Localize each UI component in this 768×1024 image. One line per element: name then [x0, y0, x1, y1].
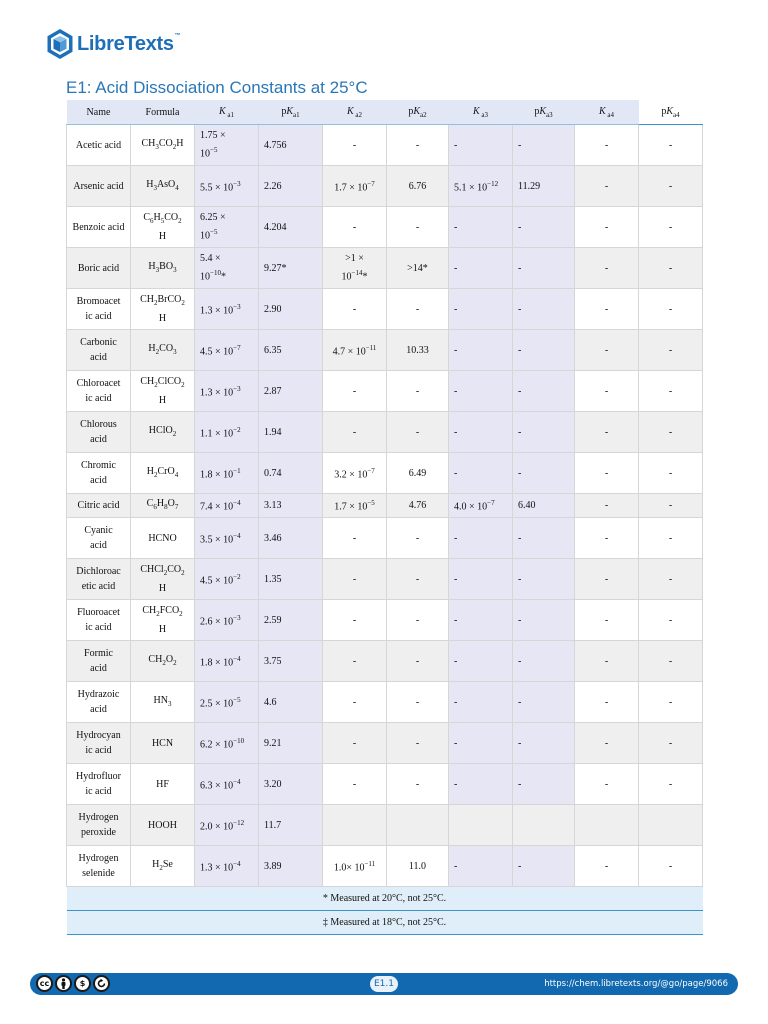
- cell-ka1: 6.25 × $10^{-5}$: [195, 207, 259, 248]
- cell-pka2: -: [387, 289, 449, 330]
- cell-pka1: 3.46: [259, 518, 323, 559]
- sa-icon: [93, 975, 110, 992]
- cell-pka3: -: [513, 248, 575, 289]
- cell-pka1: 1.35: [259, 559, 323, 600]
- cell-ka1: $3.5 \times 10^{-4}$: [195, 518, 259, 559]
- cell-ka4: -: [575, 248, 639, 289]
- libretexts-wordmark: LibreTexts™: [77, 32, 181, 55]
- cell-formula: $H_3BO_3$: [131, 248, 195, 289]
- cell-pka2: -: [387, 723, 449, 764]
- header-pka4: $pK_{a4}$: [639, 100, 703, 125]
- cell-name: Chromic acid: [67, 453, 131, 494]
- cell-pka3: 11.29: [513, 166, 575, 207]
- table-row: [67, 289, 703, 330]
- cell-pka1: 4.756: [259, 125, 323, 166]
- cell-pka4: -: [639, 518, 703, 559]
- cell-ka4: -: [575, 723, 639, 764]
- cell-ka3: -: [449, 248, 513, 289]
- footnote-text: ‡ Measured at 18°C, not 25°C.: [67, 911, 703, 935]
- cell-name: Chlorous acid: [67, 412, 131, 453]
- cell-ka2: -: [323, 371, 387, 412]
- cell-pka2: -: [387, 371, 449, 412]
- cell-formula: $CHCl_2CO_2$ H: [131, 559, 195, 600]
- cell-ka1: $2.0 \times 10^{-12}$: [195, 805, 259, 846]
- cell-pka1: 9.27*: [259, 248, 323, 289]
- cell-name: Formic acid: [67, 641, 131, 682]
- cell-ka1: $1.1 \times 10^{-2}$: [195, 412, 259, 453]
- cell-pka1: 3.75: [259, 641, 323, 682]
- cell-ka1: $4.5 \times 10^{-2}$: [195, 559, 259, 600]
- cell-ka4: -: [575, 125, 639, 166]
- cell-formula: $HN_3$: [131, 682, 195, 723]
- cell-pka4: -: [639, 764, 703, 805]
- cell-pka4: -: [639, 682, 703, 723]
- cell-pka2: -: [387, 207, 449, 248]
- cell-pka3: -: [513, 453, 575, 494]
- nc-icon: $: [74, 975, 91, 992]
- cell-pka4: -: [639, 248, 703, 289]
- cell-ka1: $6.2 \times 10^{-10}$: [195, 723, 259, 764]
- table-row: [67, 166, 703, 207]
- table-row: [67, 248, 703, 289]
- cell-name: Cyanic acid: [67, 518, 131, 559]
- cell-pka1: 4.204: [259, 207, 323, 248]
- cell-formula: HClO$_2$: [131, 412, 195, 453]
- cell-formula: $H_3AsO_4$: [131, 166, 195, 207]
- cell-ka1: $2.6 \times 10^{-3}$: [195, 600, 259, 641]
- cell-pka2: 6.76: [387, 166, 449, 207]
- cell-pka1: 3.20: [259, 764, 323, 805]
- cell-ka2: -: [323, 682, 387, 723]
- cell-pka4: [639, 805, 703, 846]
- table-row: [67, 723, 703, 764]
- cell-formula: $CH_3CO_2H$: [131, 125, 195, 166]
- cell-pka4: -: [639, 494, 703, 518]
- cell-ka4: -: [575, 518, 639, 559]
- cell-ka4: -: [575, 166, 639, 207]
- cell-pka4: -: [639, 453, 703, 494]
- cell-ka2: >1 × $10^{-14}*$: [323, 248, 387, 289]
- cell-formula: HCNO: [131, 518, 195, 559]
- cell-pka4: -: [639, 641, 703, 682]
- cell-formula: $C_6H_8O_7$: [131, 494, 195, 518]
- cell-ka1: $4.5 \times 10^{-7}$: [195, 330, 259, 371]
- cell-pka3: -: [513, 289, 575, 330]
- cell-pka1: 9.21: [259, 723, 323, 764]
- cell-ka4: -: [575, 371, 639, 412]
- table-row: [67, 764, 703, 805]
- cell-ka4: -: [575, 289, 639, 330]
- cell-ka4: -: [575, 494, 639, 518]
- cell-pka2: >14*: [387, 248, 449, 289]
- cell-name: Hydrocyan ic acid: [67, 723, 131, 764]
- cell-ka1: $6.3 \times 10^{-4}$: [195, 764, 259, 805]
- table-row: [67, 412, 703, 453]
- cell-ka1: $2.5 \times 10^{-5}$: [195, 682, 259, 723]
- cell-ka3: -: [449, 559, 513, 600]
- cell-ka4: -: [575, 330, 639, 371]
- cell-pka2: -: [387, 518, 449, 559]
- cell-pka3: -: [513, 559, 575, 600]
- cell-pka3: -: [513, 207, 575, 248]
- cell-pka4: -: [639, 600, 703, 641]
- cell-ka2: -: [323, 412, 387, 453]
- cell-pka3: -: [513, 764, 575, 805]
- cell-pka3: -: [513, 125, 575, 166]
- cell-pka2: 6.49: [387, 453, 449, 494]
- cell-pka1: 6.35: [259, 330, 323, 371]
- cell-ka4: -: [575, 600, 639, 641]
- cell-pka4: -: [639, 330, 703, 371]
- cell-formula: $CH_2O_2$: [131, 641, 195, 682]
- cell-name: Chloroacet ic acid: [67, 371, 131, 412]
- cell-ka2: $1.7 \times 10^{-5}$: [323, 494, 387, 518]
- cell-ka4: -: [575, 453, 639, 494]
- cell-ka2: -: [323, 518, 387, 559]
- cell-name: Hydrogen selenide: [67, 846, 131, 887]
- cell-ka3: -: [449, 600, 513, 641]
- cell-pka4: -: [639, 289, 703, 330]
- cell-ka3: -: [449, 682, 513, 723]
- cell-ka2: $1.0\times 10^{-11}$: [323, 846, 387, 887]
- cell-ka3: -: [449, 641, 513, 682]
- cell-ka2: -: [323, 600, 387, 641]
- cell-ka2: $3.2 \times 10^{-7}$: [323, 453, 387, 494]
- cell-pka3: 6.40: [513, 494, 575, 518]
- libretexts-logo[interactable]: [46, 28, 180, 60]
- cell-name: Arsenic acid: [67, 166, 131, 207]
- header-formula: Formula: [131, 100, 195, 125]
- cell-ka4: -: [575, 412, 639, 453]
- cell-formula: HF: [131, 764, 195, 805]
- cell-pka2: -: [387, 559, 449, 600]
- cell-pka1: 3.89: [259, 846, 323, 887]
- cell-pka1: 11.7: [259, 805, 323, 846]
- cell-pka3: -: [513, 682, 575, 723]
- cell-pka3: -: [513, 412, 575, 453]
- cell-formula: $CH_2BrCO_2$ H: [131, 289, 195, 330]
- header-ka3: K $_{a3}$: [449, 100, 513, 125]
- cell-pka1: 4.6: [259, 682, 323, 723]
- cell-pka2: 10.33: [387, 330, 449, 371]
- license-badge[interactable]: [36, 975, 110, 993]
- cell-ka2: -: [323, 207, 387, 248]
- cell-ka1: $5.5 \times 10^{-3}$: [195, 166, 259, 207]
- table-row: [67, 494, 703, 518]
- cell-name: Fluoroacet ic acid: [67, 600, 131, 641]
- cell-ka4: -: [575, 846, 639, 887]
- cell-pka2: 11.0: [387, 846, 449, 887]
- cell-ka4: [575, 805, 639, 846]
- cell-pka1: 0.74: [259, 453, 323, 494]
- cell-ka4: -: [575, 559, 639, 600]
- header-ka2: K $_{a2}$: [323, 100, 387, 125]
- footnote-row: [67, 911, 703, 935]
- cell-pka4: -: [639, 207, 703, 248]
- cell-pka2: [387, 805, 449, 846]
- header-ka4: K $_{a4}$: [575, 100, 639, 125]
- cell-pka3: -: [513, 371, 575, 412]
- cell-pka4: -: [639, 412, 703, 453]
- cell-name: Hydrogen peroxide: [67, 805, 131, 846]
- footnote-text: * Measured at 20°C, not 25°C.: [67, 887, 703, 911]
- cell-ka3: -: [449, 207, 513, 248]
- cell-ka1: $7.4 \times 10^{-4}$: [195, 494, 259, 518]
- cell-formula: HOOH: [131, 805, 195, 846]
- table-row: [67, 559, 703, 600]
- cell-ka4: -: [575, 641, 639, 682]
- by-icon: [55, 975, 72, 992]
- table-row: [67, 518, 703, 559]
- cell-ka3: -: [449, 330, 513, 371]
- cell-ka1: 5.4 × $10^{-10}*$: [195, 248, 259, 289]
- cell-pka4: -: [639, 371, 703, 412]
- header-ka1: K $_{a1}$: [195, 100, 259, 125]
- cell-pka2: -: [387, 412, 449, 453]
- cell-name: Benzoic acid: [67, 207, 131, 248]
- cell-ka1: $1.8 \times 10^{-4}$: [195, 641, 259, 682]
- cell-pka1: 2.26: [259, 166, 323, 207]
- cell-name: Citric acid: [67, 494, 131, 518]
- cell-name: Hydrofluor ic acid: [67, 764, 131, 805]
- table-body: [67, 125, 703, 935]
- page-number-badge: E1.1: [370, 976, 398, 992]
- cell-pka3: -: [513, 641, 575, 682]
- header-pka2: $pK_{a2}$: [387, 100, 449, 125]
- cell-ka1: 1.75 × $10^{-5}$: [195, 125, 259, 166]
- cell-pka3: -: [513, 600, 575, 641]
- cell-ka3: -: [449, 723, 513, 764]
- cell-name: Dichloroac etic acid: [67, 559, 131, 600]
- cell-pka2: -: [387, 600, 449, 641]
- cell-pka2: -: [387, 682, 449, 723]
- table-row: [67, 682, 703, 723]
- cell-pka3: -: [513, 723, 575, 764]
- cell-pka2: -: [387, 641, 449, 682]
- cell-pka3: -: [513, 846, 575, 887]
- cell-name: Acetic acid: [67, 125, 131, 166]
- table-row: [67, 453, 703, 494]
- cell-pka1: 2.90: [259, 289, 323, 330]
- cell-ka1: $1.3 \times 10^{-3}$: [195, 371, 259, 412]
- cell-pka1: 2.87: [259, 371, 323, 412]
- cell-ka2: -: [323, 723, 387, 764]
- cell-ka2: -: [323, 125, 387, 166]
- footer-bar: [30, 973, 738, 995]
- cell-ka2: $4.7 \times 10^{-11}$: [323, 330, 387, 371]
- page-title: E1: Acid Dissociation Constants at 25°C: [66, 78, 368, 97]
- cell-pka4: -: [639, 125, 703, 166]
- cell-ka3: -: [449, 412, 513, 453]
- header-pka3: $pK_{a3}$: [513, 100, 575, 125]
- cell-ka4: -: [575, 207, 639, 248]
- cell-ka2: -: [323, 641, 387, 682]
- cell-ka2: -: [323, 289, 387, 330]
- header-name: Name: [67, 100, 131, 125]
- cell-formula: $H_2Se$: [131, 846, 195, 887]
- cell-ka3: -: [449, 371, 513, 412]
- cell-ka3: -: [449, 518, 513, 559]
- cell-ka4: -: [575, 682, 639, 723]
- table-row: [67, 207, 703, 248]
- cell-pka2: -: [387, 764, 449, 805]
- cell-formula: $CH_2ClCO_2$ H: [131, 371, 195, 412]
- table-row: [67, 641, 703, 682]
- cell-pka1: 3.13: [259, 494, 323, 518]
- cell-name: Hydrazoic acid: [67, 682, 131, 723]
- table-row: [67, 846, 703, 887]
- cc-icon: cc: [36, 975, 53, 992]
- cell-ka3: -: [449, 453, 513, 494]
- cell-pka2: 4.76: [387, 494, 449, 518]
- cell-ka2: -: [323, 559, 387, 600]
- cell-ka3: [449, 805, 513, 846]
- cell-ka3: -: [449, 846, 513, 887]
- cell-formula: HCN: [131, 723, 195, 764]
- cell-pka4: -: [639, 559, 703, 600]
- cell-pka4: -: [639, 846, 703, 887]
- table-row: [67, 805, 703, 846]
- libretexts-hex-icon: [46, 28, 74, 60]
- cell-ka2: [323, 805, 387, 846]
- cell-pka3: -: [513, 518, 575, 559]
- cell-ka3: -: [449, 289, 513, 330]
- cell-ka3: $4.0 \times 10^{-7}$: [449, 494, 513, 518]
- cell-formula: $H_2CO_3$: [131, 330, 195, 371]
- cell-ka1: $1.3 \times 10^{-3}$: [195, 289, 259, 330]
- cell-ka1: $1.8 \times 10^{-1}$: [195, 453, 259, 494]
- cell-pka3: [513, 805, 575, 846]
- cell-formula: $CH_2FCO_2$ H: [131, 600, 195, 641]
- cell-ka3: -: [449, 125, 513, 166]
- table-row: [67, 371, 703, 412]
- acid-dissociation-table: [66, 100, 703, 935]
- table-row: [67, 600, 703, 641]
- cell-ka3: -: [449, 764, 513, 805]
- table-row: [67, 125, 703, 166]
- cell-name: Bromoacet ic acid: [67, 289, 131, 330]
- cell-pka4: -: [639, 723, 703, 764]
- footer-url-link[interactable]: https://chem.libretexts.org/@go/page/9066: [544, 979, 728, 989]
- footnote-row: [67, 887, 703, 911]
- cell-pka4: -: [639, 166, 703, 207]
- table-header-row: [67, 100, 703, 125]
- cell-ka3: $5.1 \times 10^{-12}$: [449, 166, 513, 207]
- cell-ka2: $1.7 \times 10^{-7}$: [323, 166, 387, 207]
- cell-name: Boric acid: [67, 248, 131, 289]
- cell-formula: $H_2CrO_4$: [131, 453, 195, 494]
- cell-ka2: -: [323, 764, 387, 805]
- cell-ka1: $1.3 \times 10^{-4}$: [195, 846, 259, 887]
- cell-formula: $C_6H_5CO_2$ H: [131, 207, 195, 248]
- cell-pka3: -: [513, 330, 575, 371]
- table-row: [67, 330, 703, 371]
- cell-name: Carbonic acid: [67, 330, 131, 371]
- cell-pka1: 2.59: [259, 600, 323, 641]
- cell-pka1: 1.94: [259, 412, 323, 453]
- cell-ka4: -: [575, 764, 639, 805]
- cell-pka2: -: [387, 125, 449, 166]
- header-pka1: $pK_{a1}$: [259, 100, 323, 125]
